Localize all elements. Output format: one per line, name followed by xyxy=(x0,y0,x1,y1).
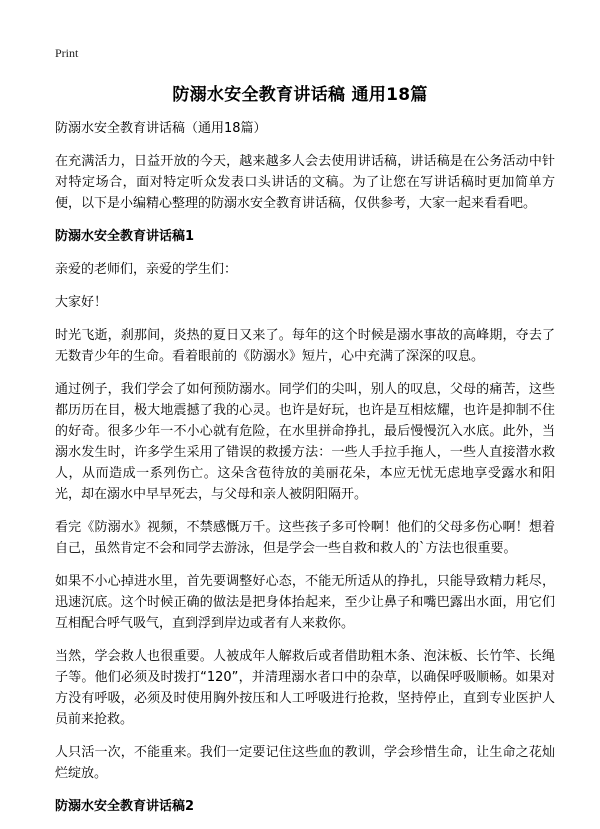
paragraph: 亲爱的老师们，亲爱的学生们： xyxy=(55,262,238,277)
document-body xyxy=(55,118,555,829)
paragraph: 当然，学会救人也很重要。人被成年人解救后或者借助粗木条、泡沫板、长竹竿、长绳子等。他们必须及时拨打“120”，并清理溺水者口中的杂草，以确保呼吸顺畅。如果对方没有呼吸，必须及时使用胸外按压和人工呼吸进行抢救，坚持停止，直到专业医护人员前来抢救。 xyxy=(55,649,555,727)
paragraph: 人只活一次，不能重来。我们一定要记住这些血的教训，学会珍惜生命，让生命之花灿烂绽放。 xyxy=(55,745,555,781)
intro-paragraph: 在充满活力，日益开放的今天，越来越多人会去使用讲话稿，讲话稿是在公务活动中针对特定场合，面对特定听众发表口头讲话的文稿。为了让您在写讲话稿时更加简单方便，以下是小编精心整理的防溺水安全教育讲话稿，仅供参考，大家一起来看看吧。 xyxy=(55,154,555,211)
paragraph: 时光飞逝，刹那间，炎热的夏日又来了。每年的这个时候是溺水事故的高峰期，夺去了无数青少年的生命。看着眼前的《防溺水》短片，心中充满了深深的叹息。 xyxy=(55,328,555,364)
paragraph: 如果不小心掉进水里，首先要调整好心态，不能无所适从的挣扎，只能导致精力耗尽，迅速沉底。这个时候正确的做法是把身体抬起来，至少让鼻子和嘴巴露出水面，用它们互相配合呼气吸气，直到浮到岸边或者有人来救你。 xyxy=(55,574,555,631)
paragraph: 通过例子，我们学会了如何预防溺水。同学们的尖叫，别人的叹息，父母的痛苦，这些都历历在目，极大地震撼了我的心灵。也许是好玩，也许是互相炫耀，也许是抑制不住的好奇。很多少年一不小心就有危险，在水里拼命挣扎，最后慢慢沉入水底。此外，当溺水发生时，许多学生采用了错误的救援方法：一些人手拉手拖人，一些人直接潜水救人，从而造成一系列伤亡。这朵含苞待放的美丽花朵，本应无忧无虑地享受露水和阳光，却在溺水中早早死去，与父母和亲人被阴阳隔开。 xyxy=(55,382,555,502)
print-label: Print xyxy=(55,46,79,60)
paragraph: 看完《防溺水》视频，不禁感慨万千。这些孩子多可怜啊！他们的父母多伤心啊！想着自己，虽然肯定不会和同学去游泳，但是学会一些自救和救人的`方法也很重要。 xyxy=(55,520,555,556)
paragraph: 大家好！ xyxy=(55,295,108,310)
section-heading-2: 防溺水安全教育讲话稿2 xyxy=(55,799,195,814)
page-title: 防溺水安全教育讲话稿 通用18篇 xyxy=(172,85,428,105)
document-subtitle: 防溺水安全教育讲话稿（通用18篇） xyxy=(55,121,267,136)
section-heading-1: 防溺水安全教育讲话稿1 xyxy=(55,229,195,244)
